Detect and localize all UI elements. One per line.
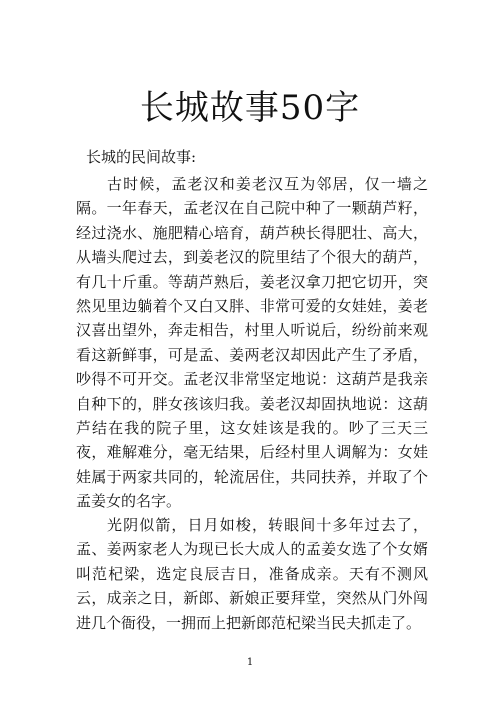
section-heading: 长城的民间故事: [86, 148, 197, 166]
document-title: 长城故事50字 [139, 88, 361, 128]
paragraph: 古时候，孟老汉和姜老汉互为邻居，仅一墙之隔。一年春天，孟老汉在自己院中种了一颗葫芦籽，经过浇水、施肥精心培育，葫芦秧长得肥壮、高大，从墙头爬过去，到姜老汉的院里结了个很大的葫芦，有几十斤重。等葫芦熟后，姜老汉拿刀把它切开，突然见里边躺着个又白又胖、非常可爱的女娃娃，姜老汉喜出望外，奔走相告，村里人听说后，纷纷前来观看这新鲜事，可是孟、姜两老汉却因此产生了矛盾，吵得不可开交。孟老汉非常坚定地说：这葫芦是我亲自种下的，胖女孩该归我。姜老汉却固执地说：这葫芦结在我的院子里，这女娃该是我的。吵了三天三夜，难解难分，毫无结果，后经村里人调解为：女娃娃属于两家共同的，轮流居住，共同扶养，并取了个孟姜女的名字。 [76, 175, 428, 511]
paragraph: 光阴似箭，日月如梭，转眼间十多年过去了，孟、姜两家老人为现已长大成人的孟姜女选了个女婿叫范杞梁，选定良辰吉日，准备成亲。天有不测风云，成亲之日，新郎、新娘正要拜堂，突然从门外闯进几个衙役，一拥而上把新郎范杞梁当民夫抓走了。 [76, 516, 428, 632]
page-number: 1 [246, 657, 254, 668]
